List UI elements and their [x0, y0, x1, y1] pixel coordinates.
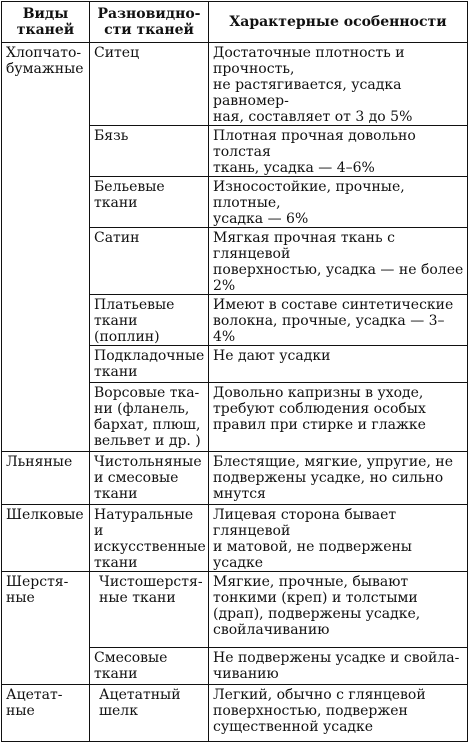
- variety-cell: Ворсовые тка- ни (фланель, бархат, плюш, вельвет и др. ): [90, 383, 209, 452]
- variety-cell: Бязь: [90, 126, 209, 177]
- variety-cell: Натуральные и искусственные ткани: [90, 505, 209, 572]
- table-row: [2, 452, 468, 505]
- features-cell: Легкий, обычно с глянцевой поверхностью, подвержен существенной усадке: [209, 685, 468, 742]
- variety-cell: Чистошерстя- ные ткани: [90, 572, 209, 648]
- features-cell: Имеют в составе синтетические волокна, прочные, усадка — 3–4%: [209, 295, 468, 346]
- table-row: [2, 43, 468, 126]
- features-cell: Плотная прочная довольно толстая ткань, усадка — 4–6%: [209, 126, 468, 177]
- features-cell: Износостойкие, прочные, плотные, усадка — 6%: [209, 177, 468, 228]
- features-cell: Довольно капризны в уходе, требуют соблюдения особых правил при стирке и глажке: [209, 383, 468, 452]
- variety-cell: Чистольняные и смесовые ткани: [90, 452, 209, 505]
- variety-cell: Подкладочные ткани: [90, 346, 209, 383]
- fabric-table: [1, 1, 468, 742]
- table-row: [2, 572, 468, 648]
- variety-cell: Ситец: [90, 43, 209, 126]
- features-cell: Блестящие, мягкие, упругие, не подвержены усадке, но сильно мнутся: [209, 452, 468, 505]
- features-cell: Достаточные плотность и прочность, не растягивается, усадка равномер- ная, составляет от 3 до 5%: [209, 43, 468, 126]
- fabric-kind-cell: Хлопчато- бумажные: [2, 43, 90, 452]
- variety-cell: Сатин: [90, 228, 209, 295]
- features-cell: Не дают усадки: [209, 346, 468, 383]
- variety-cell: Бельевые ткани: [90, 177, 209, 228]
- features-cell: Не подвержены усадке и свойла- чиванию: [209, 648, 468, 685]
- table-row: [2, 685, 468, 742]
- header-features: Характерные особенности: [209, 2, 468, 43]
- header-fabric-kinds: Виды тканей: [2, 2, 90, 43]
- variety-cell: Смесовые ткани: [90, 648, 209, 685]
- variety-cell: Платьевые ткани (поплин): [90, 295, 209, 346]
- header-fabric-varieties: Разновидно- сти тканей: [90, 2, 209, 43]
- fabric-kind-cell: Шерстя- ные: [2, 572, 90, 685]
- header-row: [2, 2, 468, 43]
- fabric-kind-cell: Льняные: [2, 452, 90, 505]
- features-cell: Лицевая сторона бывает глянцевой и матовой, не подвержены усадке: [209, 505, 468, 572]
- fabric-kind-cell: Ацетат- ные: [2, 685, 90, 742]
- features-cell: Мягкие, прочные, бывают тонкими (креп) и толстыми (драп), подвержены усадке, свойлачиванию: [209, 572, 468, 648]
- fabric-kind-cell: Шелковые: [2, 505, 90, 572]
- variety-cell: Ацетатный шелк: [90, 685, 209, 742]
- table-row: [2, 505, 468, 572]
- features-cell: Мягкая прочная ткань с глянцевой поверхностью, усадка — не более 2%: [209, 228, 468, 295]
